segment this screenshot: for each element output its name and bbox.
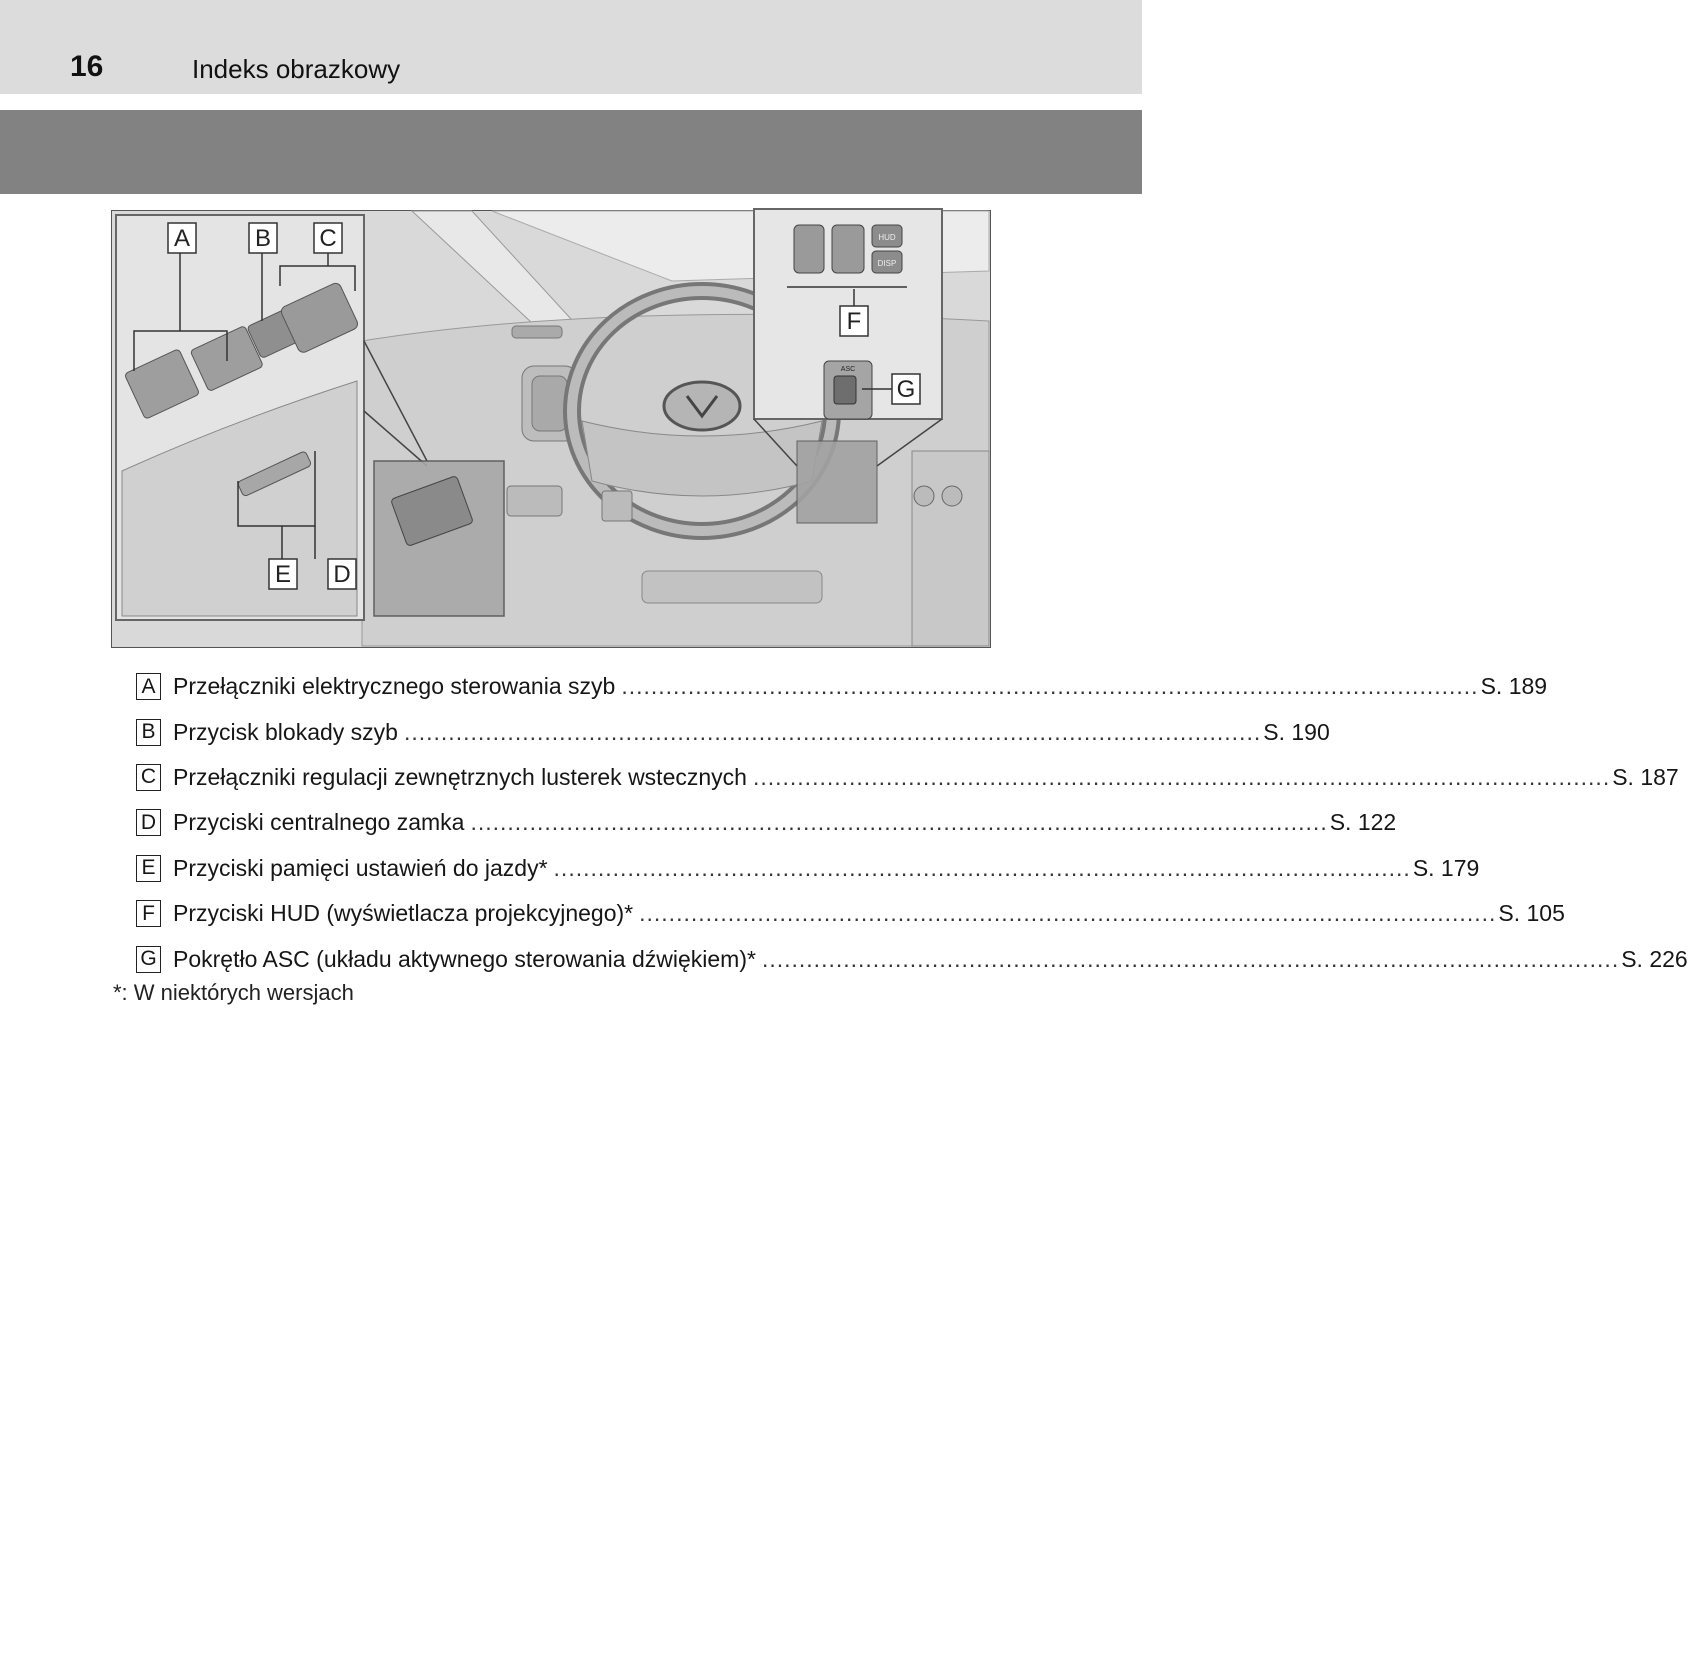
legend-text: Przełączniki elektrycznego sterowania szyb [173,673,616,700]
section-title: Indeks obrazkowy [192,54,401,84]
footnote: *: W niektórych wersjach [113,980,354,1005]
dot-leader: .................................................................................................................... [470,809,1328,836]
legend-letter: D [136,809,161,836]
legend-item [136,664,1548,709]
callout-a-label: A [173,225,191,252]
legend-list [136,664,1688,982]
dot-leader: .................................................................................................................... [761,945,1620,972]
disp-button-label: DISP [877,259,897,268]
interior-illustration [111,210,991,648]
section-band [0,110,1142,194]
callout-b-label: B [254,225,272,252]
legend-text: Przyciski HUD (wyświetlacza projekcyjnego)* [173,900,634,927]
page-reference[interactable]: S. 179 [1412,854,1480,881]
callout-c [314,223,342,253]
header-band [0,0,1142,94]
legend-letter: A [136,673,161,700]
legend-text: Przyciski centralnego zamka [173,809,465,836]
page-reference[interactable]: S. 189 [1480,673,1548,700]
page-reference[interactable]: S. 187 [1612,763,1679,790]
legend-text: Przyciski pamięci ustawień do jazdy* [173,854,548,881]
page-reference[interactable]: S. 122 [1329,809,1397,836]
legend-text: Przycisk blokady szyb [173,718,398,745]
callout-e [269,559,297,589]
legend-item [136,709,1330,754]
interior-drawing [112,211,989,646]
callout-d-label: D [333,561,351,588]
legend-letter: E [136,855,161,882]
asc-knob-label: ASC [840,366,856,373]
callout-a [168,223,196,253]
legend-letter: G [136,946,161,973]
legend-letter: B [136,719,161,746]
legend-item [136,846,1480,891]
dot-leader: .................................................................................................................... [752,763,1611,790]
hud-button-label: HUD [878,233,896,242]
dot-leader: .................................................................................................................... [621,673,1479,700]
legend-item [136,755,1679,800]
page-reference[interactable]: S. 226 [1621,945,1688,972]
callout-c-label: C [319,225,337,252]
legend-text: Pokrętło ASC (układu aktywnego sterowania dźwiękiem)* [173,945,756,972]
callout-e-label: E [274,561,292,588]
legend-letter: C [136,764,161,791]
callout-f [840,306,868,336]
callout-b [249,223,277,253]
page-number: 16 [70,50,104,83]
page-reference[interactable]: S. 105 [1498,900,1565,927]
callout-f-label: F [846,308,862,335]
callout-g [892,374,920,404]
callout-g-label: G [896,376,916,403]
legend-item [136,936,1688,981]
page-reference[interactable]: S. 190 [1263,718,1330,745]
dot-leader: .................................................................................................................... [403,718,1262,745]
dot-leader: .................................................................................................................... [553,854,1411,881]
legend-text: Przełączniki regulacji zewnętrznych lusterek wstecznych [173,763,747,790]
dot-leader: .................................................................................................................... [639,900,1497,927]
callout-d [328,559,356,589]
legend-item [136,891,1565,936]
legend-letter: F [136,900,161,927]
legend-item [136,800,1397,845]
